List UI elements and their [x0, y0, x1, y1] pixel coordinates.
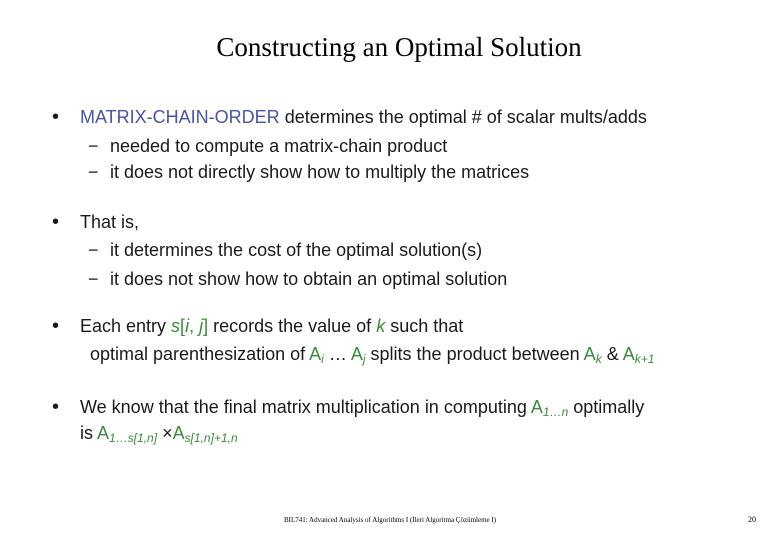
bullet-4-line-2: is $A_{1\dots s[1,n]} \times A_{s[1,n]+1,n}$	[80, 423, 238, 445]
bullet-2-marker: •	[52, 211, 60, 233]
bullet-4-marker: •	[52, 396, 60, 418]
algorithm-name: MATRIX-CHAIN-ORDER	[80, 107, 280, 127]
bullet-2-sub-2-marker: −	[88, 269, 99, 289]
slide-footer: BIL741: Advanced Analysis of Algorithms I (İleri Algoritma Çözümleme I)	[283, 516, 497, 524]
page-number: 20	[748, 515, 756, 524]
bullet-3-line-2: optimal parenthesization of $A_i$ … $A_j$ splits the product between $A_k$ & $A_{k+1}$	[90, 344, 655, 366]
bullet-1-sub-2: it does not directly show how to multiply the matrices	[110, 162, 530, 182]
bullet-3-line-1: Each entry s[i, j] records the value of k such that	[80, 316, 464, 336]
bullet-2-text: That is,	[80, 212, 140, 232]
bullet-1-text	[80, 106, 647, 128]
bullet-1-marker: •	[52, 106, 60, 128]
bullet-2-sub-1-marker: −	[88, 240, 99, 260]
slide-title: Constructing an Optimal Solution	[216, 32, 582, 62]
bullet-1-rest: determines the optimal # of scalar mults/adds	[284, 107, 647, 127]
bullet-3-marker: •	[52, 315, 60, 337]
bullet-2-sub-2: it does not show how to obtain an optimal solution	[110, 269, 508, 289]
bullet-2-sub-1: it determines the cost of the optimal solution(s)	[110, 240, 483, 260]
bullet-1-sub-1-marker: −	[88, 136, 99, 156]
bullet-4-line-1: We know that the final matrix multiplication in computing $A_{1\dots n}$ optimally	[80, 397, 645, 419]
bullet-1-sub-2-marker: −	[88, 162, 99, 182]
bullet-1-sub-1: needed to compute a matrix-chain product	[110, 136, 448, 156]
